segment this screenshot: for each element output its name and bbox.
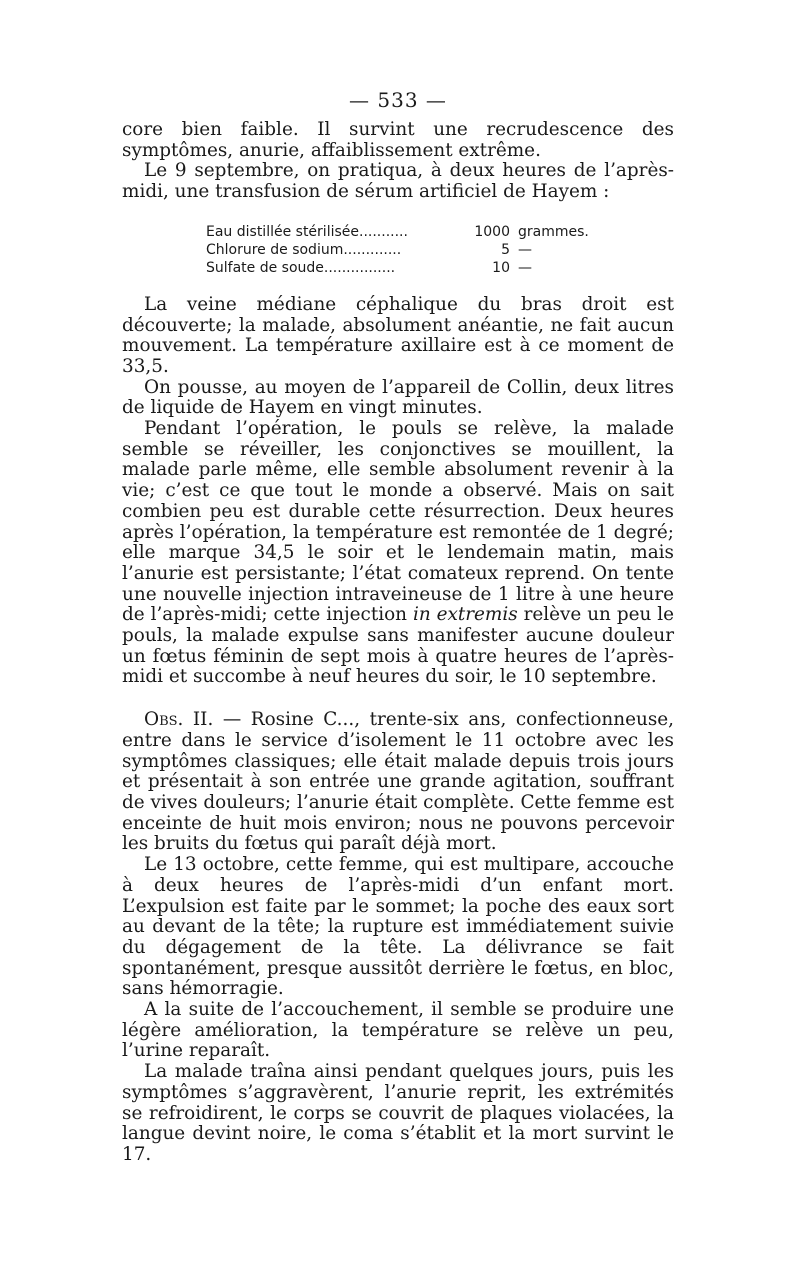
paragraph-continuation: core bien faible. Il survint une recrudescence des symptômes, anurie, affaiblissement extrême. bbox=[122, 119, 674, 161]
recipe-quantity: 10 bbox=[492, 259, 510, 276]
paragraph-death: La malade traîna ainsi pendant quelques jours, puis les symptômes s’aggravèrent, l’anurie reprit, les extrémités se refroidirent, le corps se couvrit de plaques violacées, la langue devint noire, le coma s’établit et la mort survint le 17. bbox=[122, 1061, 674, 1165]
paragraph-collin: On pousse, au moyen de l’appareil de Collin, deux litres de liquide de Hayem en vingt minutes. bbox=[122, 376, 674, 419]
recipe-row bbox=[206, 223, 674, 241]
recipe-unit: — bbox=[518, 259, 532, 276]
paragraph-transfusion: Le 9 septembre, on pratiqua, à deux heures de l’après-midi, une transfusion de sérum artificiel de Hayem : bbox=[122, 160, 674, 203]
recipe-row bbox=[206, 259, 674, 277]
observation-label: Obs. II. bbox=[144, 709, 214, 731]
recipe-quantity: 1000 bbox=[474, 223, 510, 240]
recipe-ingredient: Sulfate de soude................ bbox=[206, 259, 396, 276]
serum-recipe bbox=[206, 223, 674, 277]
book-page bbox=[122, 88, 674, 1166]
paragraph-vein: La veine médiane céphalique du bras droit est découverte; la malade, absolument anéantie, ne fait aucun mouvement. La température axillaire est à ce moment de 33,5. bbox=[122, 293, 674, 377]
page-number: — 533 — bbox=[349, 88, 447, 112]
recipe-row bbox=[206, 241, 674, 259]
observation-text: — Rosine C..., trente-six ans, confectionneuse, entre dans le service d’isolement le 11 octobre avec les symptômes classiques; elle était malade depuis trois jours et présentait à son entrée une grande agitation, souffrant de vives douleurs; l’anurie était complète. Cette femme est enceinte de huit mois environ; nous ne pouvons percevoir les bruits du fœtus qui paraît déjà mort. bbox=[122, 709, 674, 855]
paragraph-observation-2 bbox=[122, 710, 674, 855]
recipe-ingredient: Chlorure de sodium............. bbox=[206, 241, 402, 258]
paragraph-improvement: A la suite de l’accouchement, il semble se produire une légère amélioration, la température se relève un peu, l’urine reparaît. bbox=[122, 999, 674, 1062]
recipe-unit: grammes. bbox=[518, 223, 589, 240]
recipe-ingredient: Eau distillée stérilisée........... bbox=[206, 223, 408, 240]
paragraph-delivery: Le 13 octobre, cette femme, qui est multipare, accouche à deux heures de l’après-midi d’un enfant mort. L’expulsion est faite par le sommet; la poche des eaux sort au devant de la tête; la rupture est immédiatement suivie du dégagement de la tête. La délivrance se fait spontanément, presque aussitôt derrière le fœtus, en bloc, sans hémorragie. bbox=[122, 854, 674, 1000]
recipe-quantity: 5 bbox=[501, 241, 510, 258]
paragraph-operation: Pendant l’opération, le pouls se relève, la malade semble se réveiller, les conjonctives se mouillent, la malade parle même, elle semble absolument revenir à la vie; c’est ce que tout le monde a observé. Mais on sait combien peu est durable cette résurrection. Deux heures après l’opération, la température est remontée de 1 degré; elle marque 34,5 le soir et le lendemain matin, mais l’anurie est persistante; l’état comateux reprend. On tente une nouvelle injection intraveineuse de 1 litre à une heure de l’après-midi; cette injection in extremis relève un peu le pouls, la malade expulse sans manifester aucune douleur un fœtus féminin de sept mois à quatre heures de l’après-midi et succombe à neuf heures du soir, le 10 septembre. bbox=[122, 418, 675, 688]
recipe-unit: — bbox=[518, 241, 532, 258]
latin-phrase: in extremis bbox=[412, 604, 518, 626]
